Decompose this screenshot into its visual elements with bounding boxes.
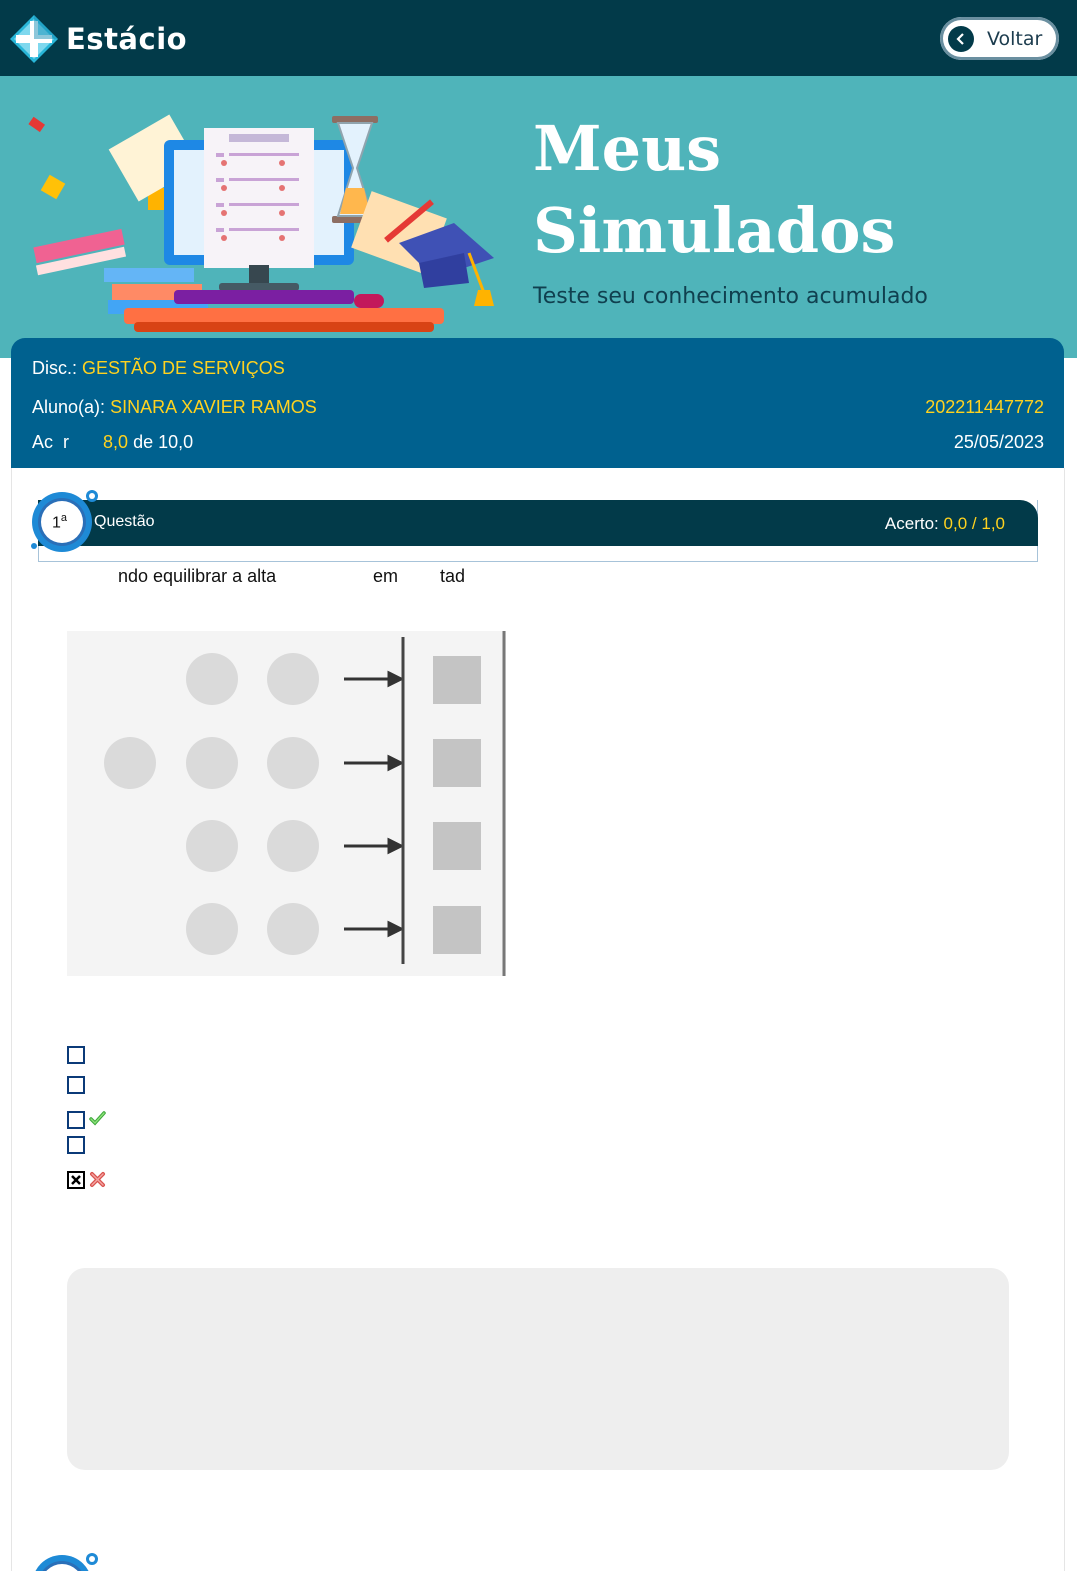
student-id: 202211447772	[925, 397, 1044, 417]
queue-diagram-image	[67, 631, 506, 976]
score-label: Ac r	[32, 432, 70, 452]
question-number	[52, 512, 67, 532]
question-score	[885, 514, 1005, 534]
estacio-logo	[10, 15, 187, 63]
question-header	[38, 500, 1038, 546]
score-value: 8,0	[103, 432, 129, 452]
wrong-x-icon	[89, 1171, 106, 1188]
student-label: Aluno(a):	[32, 397, 106, 417]
content-border-right	[1064, 468, 1065, 1571]
answer-option-checkbox[interactable]	[67, 1046, 85, 1064]
question-score-separator: /	[971, 514, 977, 533]
answer-option-checkbox[interactable]	[67, 1136, 85, 1154]
question-text-fragment: ndo equilibrar a alta	[118, 566, 277, 586]
exam-date: 25/05/2023	[953, 432, 1044, 452]
answer-explanation-box	[67, 1268, 1009, 1470]
back-button[interactable]	[940, 17, 1059, 60]
hero-banner	[0, 76, 1077, 358]
brand-name: Estácio	[66, 22, 188, 56]
estacio-diamond-icon	[10, 15, 58, 63]
question-text-fragment: em	[373, 566, 399, 586]
answer-option-checkbox-selected[interactable]	[67, 1171, 85, 1189]
question-number-value: 1	[52, 514, 61, 532]
student-name: SINARA XAVIER RAMOS	[110, 397, 317, 417]
question-number-suffix: a	[60, 512, 68, 524]
page-title-line1: Meus	[533, 112, 722, 185]
question-title: Questão	[94, 513, 155, 530]
student-row	[32, 397, 1044, 418]
back-button-label: Voltar	[987, 27, 1043, 50]
page-title-line2: Simulados	[533, 194, 896, 267]
page-title	[533, 108, 895, 272]
discipline-value: GESTÃO DE SERVIÇOS	[82, 358, 285, 378]
next-question-badge	[28, 1549, 100, 1571]
question-text-fragment: tad	[440, 566, 466, 586]
chevron-left-icon	[948, 26, 974, 52]
exam-info-panel	[11, 338, 1064, 468]
score-total: de 10,0	[133, 432, 194, 452]
question-score-max: 1,0	[981, 514, 1005, 533]
top-bar	[0, 0, 1077, 76]
discipline-row	[32, 358, 1044, 379]
page-subtitle: Teste seu conhecimento acumulado	[533, 284, 928, 309]
question-score-value: 0,0	[943, 514, 968, 533]
score-row	[32, 432, 1044, 453]
content-border-left	[11, 468, 12, 1571]
study-illustration	[24, 108, 504, 338]
correct-check-icon	[89, 1111, 106, 1126]
question-score-label: Acerto:	[884, 514, 939, 533]
checkbox-x-icon	[69, 1173, 83, 1187]
answer-option-checkbox[interactable]	[67, 1111, 85, 1129]
discipline-label: Disc.:	[32, 358, 77, 378]
answer-option-checkbox[interactable]	[67, 1076, 85, 1094]
